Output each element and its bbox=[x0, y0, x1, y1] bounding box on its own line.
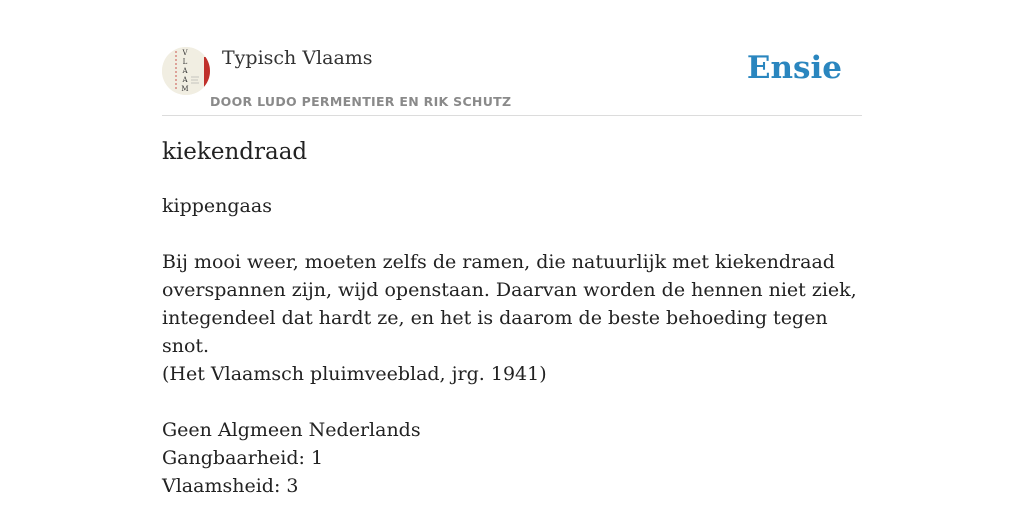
meta-line: Vlaamsheid: 3 bbox=[162, 475, 299, 497]
quote-line: Bij mooi weer, moeten zelfs de ramen, die natuurlijk met kiekendraad bbox=[162, 251, 835, 273]
quote-source: (Het Vlaamsch pluimveeblad, jrg. 1941) bbox=[162, 363, 547, 385]
meta-line: Gangbaarheid: 1 bbox=[162, 447, 324, 469]
paragraph-spacer bbox=[162, 388, 862, 416]
cover-letter: V bbox=[182, 49, 188, 57]
book-authors: DOOR LUDO PERMENTIER EN RIK SCHUTZ bbox=[210, 94, 512, 109]
paragraph-spacer bbox=[162, 220, 862, 248]
cover-letter: A bbox=[182, 67, 188, 75]
ensie-logo[interactable]: Ensie bbox=[746, 50, 842, 86]
quote-line: integendeel dat hardt ze, en het is daarom de beste behoeding tegen snot. bbox=[162, 307, 828, 357]
book-cover-avatar[interactable] bbox=[162, 47, 210, 95]
book-cover-image bbox=[162, 47, 210, 95]
entry-translation: kippengaas bbox=[162, 195, 272, 217]
entry-definition bbox=[162, 192, 862, 500]
cover-letter: L bbox=[182, 58, 188, 66]
quote-line: overspannen zijn, wijd openstaan. Daarvan worden de hennen niet ziek, bbox=[162, 279, 857, 301]
cover-letter: A bbox=[182, 76, 188, 84]
entry-headword: kiekendraad bbox=[162, 139, 308, 165]
meta-line: Geen Algmeen Nederlands bbox=[162, 419, 421, 441]
cover-letter: M bbox=[181, 85, 189, 93]
book-header bbox=[162, 44, 862, 116]
book-title[interactable]: Typisch Vlaams bbox=[222, 47, 373, 69]
